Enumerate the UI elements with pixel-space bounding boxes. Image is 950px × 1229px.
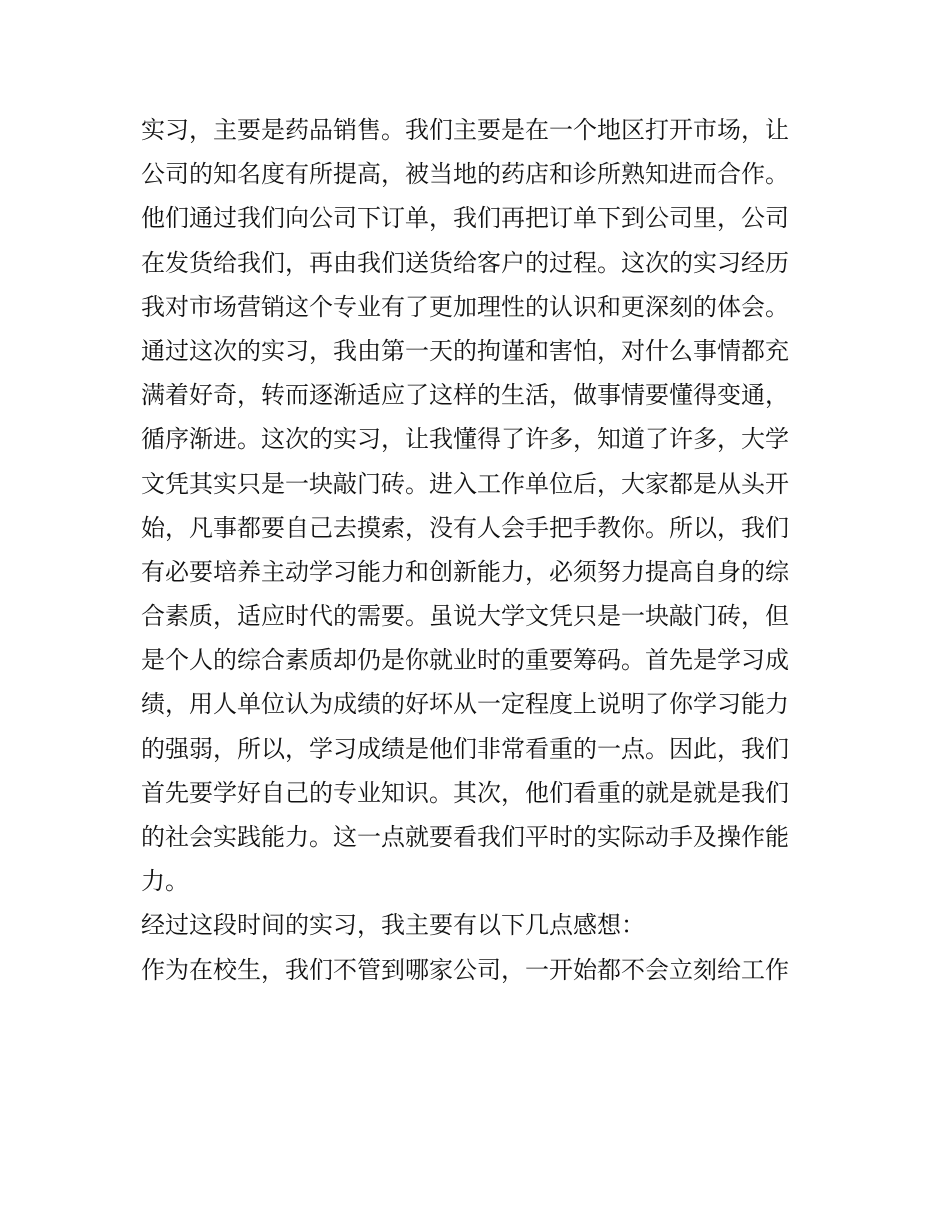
document-body (141, 108, 821, 992)
text-line: 始，凡事都要自己去摸索，没有人会手把手教你。所以，我们 (141, 513, 789, 542)
text-line: 通过这次的实习，我由第一天的拘谨和害怕，对什么事情都充 (141, 336, 789, 365)
text-line: 满着好奇，转而逐渐适应了这样的生活，做事情要懂得变通， (141, 381, 789, 410)
text-line: 我对市场营销这个专业有了更加理性的认识和更深刻的体会。 (141, 292, 789, 321)
text-line: 的强弱，所以，学习成绩是他们非常看重的一点。因此，我们 (141, 734, 789, 763)
text-line: 他们通过我们向公司下订单，我们再把订单下到公司里，公司 (141, 204, 789, 233)
text-line: 力。 (141, 867, 189, 896)
text-line: 文凭其实只是一块敲门砖。进入工作单位后，大家都是从头开 (141, 469, 789, 498)
text-line: 作为在校生，我们不管到哪家公司，一开始都不会立刻给工作 (141, 955, 789, 984)
text-line: 公司的知名度有所提高，被当地的药店和诊所熟知进而合作。 (141, 160, 789, 189)
text-line: 在发货给我们，再由我们送货给客户的过程。这次的实习经历 (141, 248, 789, 277)
text-line: 是个人的综合素质却仍是你就业时的重要筹码。首先是学习成 (141, 646, 789, 675)
text-line: 绩，用人单位认为成绩的好坏从一定程度上说明了你学习能力 (141, 690, 789, 719)
text-line: 循序渐进。这次的实习，让我懂得了许多，知道了许多，大学 (141, 425, 789, 454)
text-line: 合素质，适应时代的需要。虽说大学文凭只是一块敲门砖，但 (141, 602, 789, 631)
text-line: 有必要培养主动学习能力和创新能力，必须努力提高自身的综 (141, 557, 789, 586)
text-line: 经过这段时间的实习，我主要有以下几点感想： (141, 911, 645, 940)
text-line: 的社会实践能力。这一点就要看我们平时的实际动手及操作能 (141, 823, 789, 851)
text-line: 首先要学好自己的专业知识。其次，他们看重的就是就是我们 (141, 778, 789, 807)
text-line: 实习，主要是药品销售。我们主要是在一个地区打开市场，让 (141, 116, 789, 144)
